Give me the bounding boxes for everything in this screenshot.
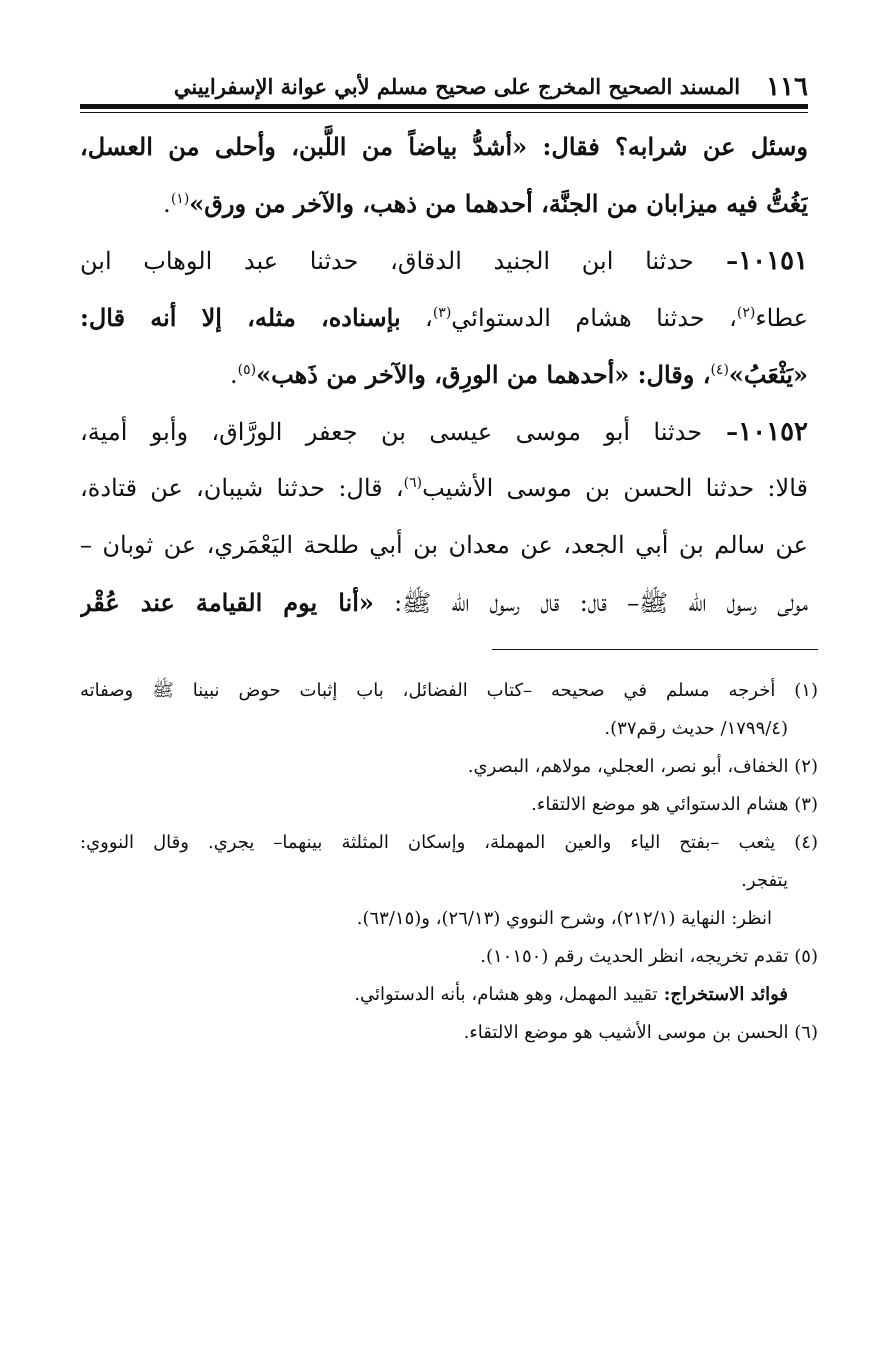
text-span: وسئل عن شرابه؟ فقال: <box>527 132 808 161</box>
footnote-2: (٢) الخفاف، أبو نصر، العجلي، مولاهم، البصري. <box>467 756 818 777</box>
text-span: بإسناده، مثله، إلا أنه قال: <box>80 303 401 332</box>
hadith-quote: «أحدهما من الورِق، والآخر من ذَهب» <box>256 360 630 389</box>
hadith-quote: «أشدُّ بياضاً من اللَّبن، وأحلى من العسل، <box>80 132 528 161</box>
isnad-text: حدثنا ابن الجنيد الدقاق، حدثنا عبد الوهاب ابن <box>80 247 694 275</box>
text-span: . <box>163 190 171 218</box>
benefit-label: فوائد الاستخراج: <box>657 984 788 1005</box>
text-span: ، حدثنا هشام الدستوائي <box>451 304 737 332</box>
text-line-8 <box>80 517 808 574</box>
hadith-dash: – <box>702 417 739 446</box>
footnote-5: (٥) تقدم تخريجه، انظر الحديث رقم (١٠١٥٠). <box>480 946 818 967</box>
footnote-1-cont: (١٧٩٩/٤/ حديث رقم٣٧). <box>604 718 788 739</box>
text-span: ، قال: حدثنا شيبان، عن قتادة، <box>80 474 404 502</box>
text-span: مولى رسول الله ﷺ– قال: قال رسول الله ﷺ: <box>373 589 808 617</box>
text-span: ، وقال: <box>629 360 711 389</box>
footnote-ref: (٢) <box>736 305 756 321</box>
hadith-quote: «أنا يوم القيامة عند عُقْر <box>80 588 374 617</box>
footnote-4: (٤) يثعب –بفتح الياء والعين المهملة، وإسكان المثلثة بينهما– يجري. وقال النووي: <box>80 832 818 853</box>
footnote-6: (٦) الحسن بن موسى الأشيب هو موضع الالتقاء. <box>463 1022 818 1043</box>
footnote-ref: (٤) <box>710 362 729 378</box>
hadith-quote: «يَثْعَبُ» <box>728 360 808 389</box>
text-line-5 <box>80 346 808 403</box>
footnotes <box>80 672 818 1052</box>
text-span: قالا: حدثنا الحسن بن موسى الأشيب <box>422 474 808 502</box>
page-number: ١١٦ <box>766 72 808 102</box>
footnote-ref: (٦) <box>403 475 423 491</box>
text-line-7 <box>80 460 808 517</box>
main-text <box>80 118 808 631</box>
benefit-text: تقييد المهمل، وهو هشام، بأنه الدستوائي. <box>354 984 658 1005</box>
text-line-2 <box>80 175 808 232</box>
isnad-text: حدثنا أبو موسى عيسى بن جعفر الورَّاق، وأبو أمية، <box>80 418 703 446</box>
text-span: . <box>229 361 238 389</box>
text-line-4 <box>80 289 808 346</box>
footnote-separator <box>492 649 818 650</box>
text-span: ، <box>400 304 433 332</box>
footnote-ref: (١) <box>170 191 190 207</box>
hadith-dash: – <box>693 246 739 275</box>
footnote-3: (٣) هشام الدستوائي هو موضع الالتقاء. <box>531 794 818 815</box>
footnote-4-ref: انظر: النهاية (٢١٢/١)، وشرح النووي (٢٦/١٣)، و(٦٣/١٥). <box>356 908 772 929</box>
footnote-4-cont: يتفجر. <box>741 870 788 891</box>
header-rule-thick <box>80 104 808 109</box>
text-span: عن سالم بن أبي الجعد، عن معدان بن أبي طلحة اليَعْمَري، عن ثوبان – <box>80 531 808 559</box>
text-line-1 <box>80 118 808 175</box>
text-line-6 <box>80 403 808 460</box>
hadith-number: ١٠١٥١ <box>738 246 808 276</box>
text-span: عطاء <box>755 304 808 332</box>
footnote-ref: (٣) <box>432 305 452 321</box>
hadith-quote: يَغُتُّ فيه ميزابان من الجنَّة، أحدهما من ذهب، والآخر من ورق» <box>189 189 808 218</box>
text-line-3 <box>80 232 808 289</box>
page-header <box>80 64 808 104</box>
footnote-ref: (٥) <box>237 362 257 378</box>
running-title: المسند الصحيح المخرج على صحيح مسلم لأبي عوانة الإسفراييني <box>173 74 741 99</box>
footnote-1: (١) أخرجه مسلم في صحيحه –كتاب الفضائل، باب إثبات حوض نبينا ﷺ وصفاته <box>80 680 818 701</box>
hadith-number: ١٠١٥٢ <box>738 417 808 447</box>
header-rule-thin <box>80 112 808 113</box>
text-line-9 <box>80 574 808 631</box>
footnote-5-benefit <box>80 976 818 1014</box>
